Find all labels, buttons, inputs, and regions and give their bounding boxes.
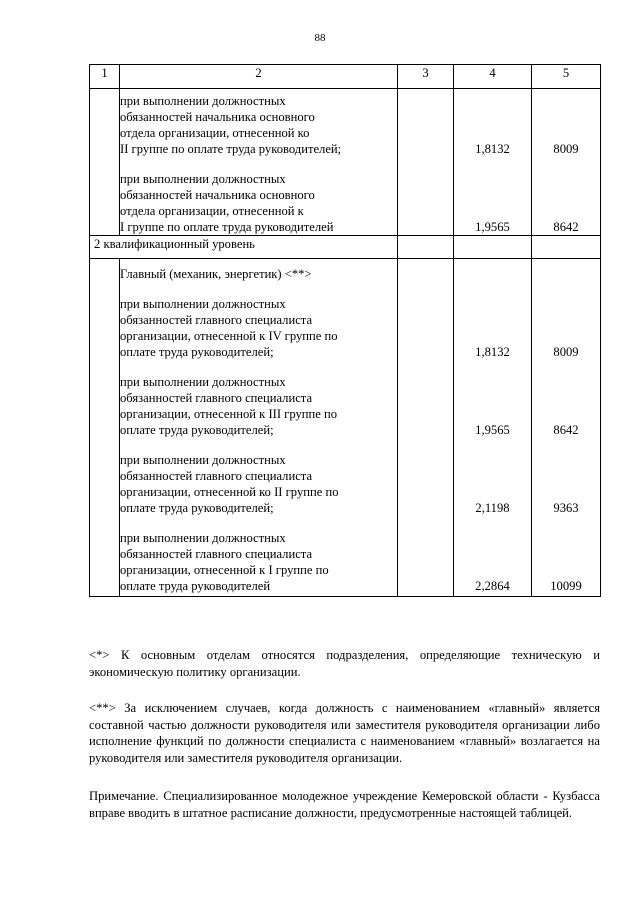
- salary-value: 8642: [553, 220, 579, 234]
- entry-text: при выполнении должностных обязанностей главного специалиста организации, отнесенной к IV группе по оплате труда руководителей;: [120, 297, 338, 359]
- column-header-5: 5: [532, 65, 601, 89]
- salary-value: 8009: [553, 345, 579, 359]
- entry-text: при выполнении должностных обязанностей главного специалиста организации, отнесенной к III группе по оплате труда руководителей;: [120, 375, 338, 437]
- cell-index: [90, 89, 120, 236]
- cell-empty: [398, 236, 454, 259]
- cell-empty: [454, 236, 532, 259]
- table-row: [90, 236, 601, 259]
- entry-text: при выполнении должностных обязанностей главного специалиста организации, отнесенной ко II группе по оплате труда руководителей;: [120, 453, 339, 515]
- coefficient-value: 1,9565: [475, 220, 510, 234]
- entry-text: при выполнении должностных обязанностей начальника основного отдела организации, отнесенной ко II группе по оплате труда руководителей;: [120, 94, 342, 156]
- column-header-3: 3: [398, 65, 454, 89]
- coefficient-cell: [454, 259, 532, 597]
- column-header-1: 1: [90, 65, 120, 89]
- remark-note: Примечание. Специализированное молодежное учреждение Кемеровской области - Кузбасса вправе вводить в штатное расписание должности, предусмотренные настоящей таблицей.: [89, 789, 600, 820]
- salary-cell: [532, 259, 601, 597]
- entry-text: при выполнении должностных обязанностей главного специалиста организации, отнесенной к I группе по оплате труда руководителей: [120, 531, 329, 593]
- cell-empty: [532, 236, 601, 259]
- page-number: 88: [314, 32, 326, 44]
- column-header-2: 2: [120, 65, 398, 89]
- coefficient-value: 1,9565: [475, 423, 510, 437]
- coefficient-value: 1,8132: [475, 142, 510, 156]
- salary-value: 8009: [553, 142, 579, 156]
- coefficient-value: 1,8132: [475, 345, 510, 359]
- cell-empty: [398, 259, 454, 597]
- table-row: [90, 259, 601, 597]
- salary-value: 10099: [550, 579, 582, 593]
- entry-text: при выполнении должностных обязанностей начальника основного отдела организации, отнесенной к I группе по оплате труда руководителей: [120, 172, 334, 234]
- coefficient-cell: [454, 89, 532, 236]
- cell-empty: [398, 89, 454, 236]
- footnote-chief-exception: <**> За исключением случаев, когда должность с наименованием «главный» является составной частью должности руководителя или заместителя руководителя организации либо исполнение функций по должности специалиста с наименованием «главный» возлагается на руководителя или заместителя руководителя организации.: [89, 701, 600, 765]
- salary-value: 9363: [553, 501, 579, 515]
- salary-table: [89, 64, 601, 597]
- column-header-4: 4: [454, 65, 532, 89]
- salary-value: 8642: [553, 423, 579, 437]
- salary-cell: [532, 89, 601, 236]
- position-description: [120, 259, 398, 597]
- qualification-level-label: 2 квалификационный уровень: [90, 236, 398, 259]
- coefficient-value: 2,1198: [475, 501, 510, 515]
- table-header-row: [90, 65, 601, 89]
- footnote-main-departments: <*> К основным отделам относятся подразделения, определяющие техническую и экономическую политику организации.: [89, 648, 600, 679]
- position-title: Главный (механик, энергетик) <**>: [120, 267, 312, 281]
- coefficient-value: 2,2864: [475, 579, 510, 593]
- position-description: [120, 89, 398, 236]
- table-row: [90, 89, 601, 236]
- cell-index: [90, 259, 120, 597]
